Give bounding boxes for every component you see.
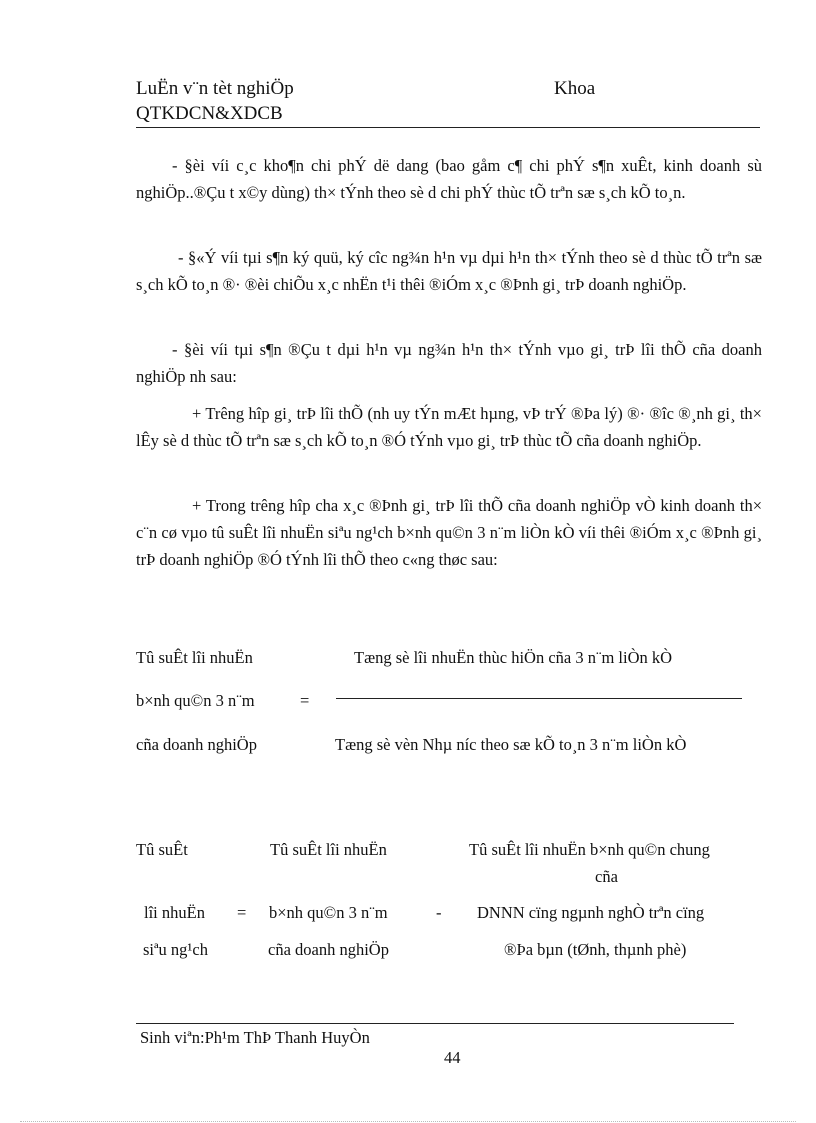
formula1-fraction-bar	[336, 698, 742, 699]
formula1-equals: =	[300, 691, 310, 710]
page-bottom-divider	[20, 1121, 796, 1122]
formula2-col3-line-1: Tû suÊt lîi nhuËn b×nh qu©n chung	[469, 840, 710, 859]
formula2-col2-line-3: cña doanh nghiÖp	[268, 940, 389, 959]
formula1-numerator: Tæng sè lîi nhuËn thùc hiÖn cña 3 n¨m liÒn kÒ	[354, 648, 673, 667]
formula2-col1-line-3: siªu ng¹ch	[143, 940, 208, 959]
faculty-label: QTKDCN&XDCB	[136, 103, 283, 124]
paragraph-1: - §èi víi c¸c kho¶n chi phÝ dë dang (bao gåm c¶ chi phÝ s¶n xuÊt, kinh doanh sù nghiÖp..®Çu t x©y dùng) th× tÝnh theo sè d chi phÝ thùc tÕ trªn sæ s¸ch kÕ to¸n.	[136, 156, 762, 202]
footer-rule	[136, 1023, 734, 1024]
formula2-col1-line-2: lîi nhuËn	[144, 903, 205, 922]
paragraph-2: - §«Ý víi tµi s¶n ký quü, ký cîc ng¾n h¹n vµ dµi h¹n th× tÝnh theo sè d thùc tÕ trªn sæ s¸ch kÕ to¸n ®· ®èi chiÕu x¸c nhËn t¹i thêi ®iÓm x¸c ®Þnh gi¸ trÞ doanh nghiÖp.	[136, 248, 762, 294]
page-number: 44	[444, 1048, 461, 1067]
author-label: Sinh viªn:Ph¹m ThÞ Thanh HuyÒn	[140, 1028, 370, 1047]
paragraph-3: - §èi víi tµi s¶n ®Çu t dµi h¹n vµ ng¾n h¹n th× tÝnh vµo gi¸ trÞ lîi thÕ cña doanh nghiÖp nh sau:	[136, 340, 762, 386]
header-rule	[136, 127, 760, 128]
formula1-denominator: Tæng sè vèn Nhµ níc theo sæ kÕ to¸n 3 n¨m liÒn kÒ	[335, 735, 687, 754]
formula1-left-line-2: b×nh qu©n 3 n¨m	[136, 691, 255, 710]
formula2-equals: =	[237, 903, 247, 922]
department-label: Khoa	[554, 78, 596, 99]
formula2-col3-line-4: ®Þa bµn (tØnh, thµnh phè)	[504, 940, 687, 959]
formula2-col2-line-2: b×nh qu©n 3 n¨m	[269, 903, 388, 922]
paragraph-4: + Trêng hîp gi¸ trÞ lîi thÕ (nh uy tÝn mÆt hµng, vÞ trÝ ®Þa lý) ®· ®îc ®¸nh gi¸ th× lÊy sè d thùc tÕ trªn sæ s¸ch kÕ to¸n ®Ó tÝnh vµo gi¸ trÞ thùc tÕ cña doanh nghiÖp.	[136, 404, 762, 450]
formula2-col1-line-1: Tû suÊt	[136, 840, 188, 859]
formula2-col3-line-3: DNNN cïng ngµnh nghÒ trªn cïng	[477, 903, 705, 922]
formula2-col2-line-1: Tû suÊt lîi nhuËn	[270, 840, 387, 859]
paragraph-5: + Trong trêng hîp cha x¸c ®Þnh gi¸ trÞ lîi thÕ cña doanh nghiÖp vÒ kinh doanh th× c¨n cø vµo tû suÊt lîi nhuËn siªu ng¹ch b×nh qu©n 3 n¨m liÒn kÒ víi thêi ®iÓm x¸c ®Þnh gi¸ trÞ doanh nghiÖp ®Ó tÝnh lîi thÕ theo c«ng thøc sau:	[136, 496, 762, 569]
formula2-minus: -	[436, 903, 442, 922]
formula1-left-line-3: cña doanh nghiÖp	[136, 735, 257, 754]
formula2-col3-line-2: cña	[595, 867, 618, 886]
thesis-title: LuËn v¨n tèt nghiÖp	[136, 78, 294, 99]
formula1-left-line-1: Tû suÊt lîi nhuËn	[136, 648, 253, 667]
